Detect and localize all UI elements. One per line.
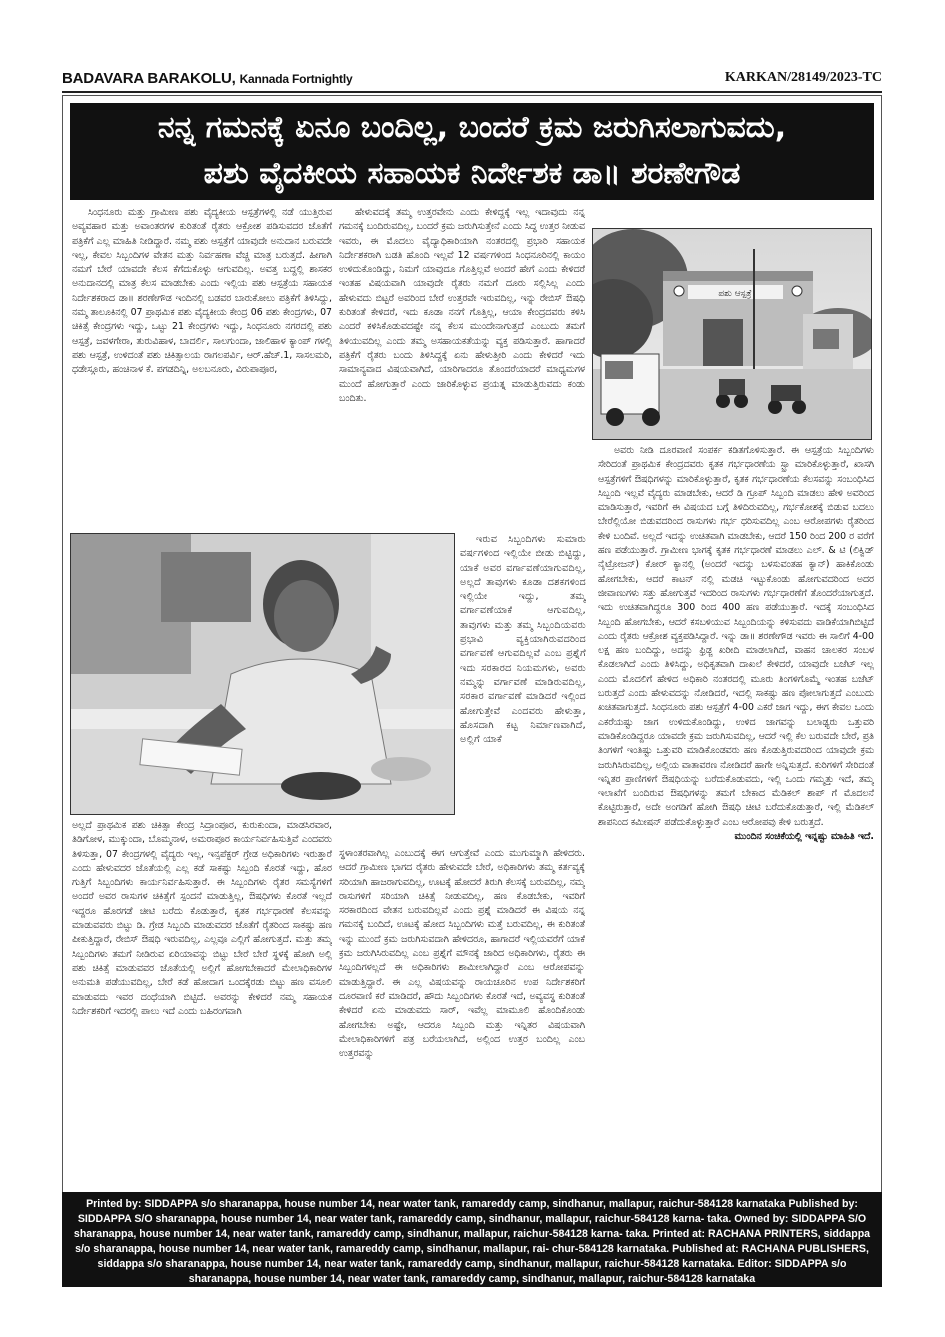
publication-frequency: Kannada Fortnightly	[239, 72, 353, 86]
headline-line-2: ಪಶು ವೈದಕೀಯ ಸಹಾಯಕ ನಿರ್ದೇಶಕ ಡಾ॥ ಶರಣೇಗೌಡ	[203, 156, 741, 191]
masthead-rule	[62, 91, 882, 93]
paragraph: ಸಿಂಧನೂರು ಮತ್ತು ಗ್ರಾಮೀಣ ಪಶು ವೈದ್ಯಕೀಯ ಆಸ್ಪತ್ರೆಗಳಲ್ಲಿ ನಡೆ ಯುತ್ತಿರುವ ಅವ್ಯವಹಾರ ಮತ್ತು ಅವಾಂತರಗಳ ಕುರಿತಂತೆ ರೈತರು ಆಕ್ರೋಶ ಪಡಿಸುವದರ ಜೊತೆಗೆ ಪತ್ರಿಕೆಗೆ ಎಲ್ಲ ಮಾಹಿತಿ ನೀಡಿದ್ದಾರೆ. ನಮ್ಮ ಪಶು ಆಸ್ಪತ್ರೆಗೆ ಯಾವುದೇ ಅನುದಾನ ಬರುವದೇ ಇಲ್ಲ, ಕೇವಲ ಸಿಬ್ಬಂದಿಗಳ ವೇತನ ಮತ್ತು ನಿರ್ವಹಣಾ ವೆಚ್ಚ ಮಾತ್ರ ಬರುತ್ತದೆ. ಹೀಗಾಗಿ ನಮಗೆ ಬೇರೆ ಯಾವದೇ ಕೆಲಸ ಕೆಗೆದುಕೊಳ್ಳು ಆಗುವದಿಲ್ಲ. ಅವತ್ತ ಬದ್ದಲ್ಲಿ ಶಾಸಕರ ಅನುದಾನದಲ್ಲಿ ಮಾತ್ರ ಕೆಲಸ ಮಾಡಬೇಕು ಎಂದು ಇಲ್ಲಿಯ ಪಶು ಆಸ್ಪತ್ರೆಯ ಸಹಾಯಕ ನಿರ್ದೇಶಕರಾದ ಡಾ॥ ಶರಣೇಗೌಡ ಇಂದಿನಲ್ಲಿ ಬಡವರ ಬಾರುಕೋಲು ಪತ್ರಿಕೆಗೆ ತಿಳಿಸಿದ್ದು, ನಮ್ಮ ತಾಲೂಕಿನಲ್ಲಿ 07 ಪ್ರಾಥಮಿಕ ಪಶು ವೈದ್ಯಕೀಯ ಕೇಂದ್ರ 06 ಪಶು ಕೇಂದ್ರಗಳು, 07 ಚಿಕಿತ್ಸೆ ಕೇಂದ್ರಗಳು ಇದ್ದು, ಒಟ್ಟು 21 ಕೇಂದ್ರಗಳು ಇದ್ದು, ಸಿಂಧನೂರು ನಗರದಲ್ಲಿ ಪಶು ಆಸ್ಪತ್ರೆ, ಜವಳಗೇರಾ, ತುರುವಿಹಾಳ, ಬಾದರ್ಲಿ, ಸಾಲಗುಂದಾ, ಜಾಲಿಹಾಳ ಕ್ಯಾಂಪ್ ಗಳಲ್ಲಿ ಪಶು ಆಸ್ಪತ್ರೆ, ಉಳಿದಂತೆ ಪಶು ಚಿಕಿತ್ಸಾಲಯ ರಾಗಲಪರ್ವಿ, ಆರ್.ಹೆಚ್.1, ಸಾಸಲಮರಿ, ಧಡೇಸ್ಗೂರು, ಹಂಚಿನಾಳ ಕೆ. ಪಗಡದಿನ್ನಿ, ಅಲಬನೂರು, ವಿರುಪಾಪೂರ,	[72, 207, 332, 376]
registration-number: KARKAN/28149/2023-TC	[724, 70, 882, 85]
article-column-1-top	[72, 206, 332, 524]
article-column-2-bottom	[339, 847, 585, 1182]
office-illustration	[71, 534, 455, 815]
headline-banner	[70, 103, 874, 200]
article-column-2-mid	[460, 533, 586, 847]
building-sign-text: ಪಶು ಆಸ್ಪತ್ರೆ	[718, 289, 752, 299]
paragraph: ಇರುವ ಸಿಬ್ಬಂದಿಗಳು ಸುಮಾರು ವರ್ಷಗಳಿಂದ ಇಲ್ಲಿಯೇ ಬೀಡು ಬಿಟ್ಟಿದ್ದು, ಯಾಕೆ ಅವರ ವರ್ಗಾವಣೆಯಾಗುವದಿಲ್ಲ, ಅಲ್ಲದೆ ತಾವುಗಳು ಕೂಡಾ ದಶಕಗಳಿಂದ ಇಲ್ಲಿಯೇ ಇದ್ದು, ತಮ್ಮ ವರ್ಗಾವಣೆಯಾಕೆ ಆಗುವದಿಲ್ಲ, ತಾವುಗಳು ಮತ್ತು ತಮ್ಮ ಸಿಬ್ಬಂದಿಯವರು ಪ್ರಭಾವಿ ವ್ಯಕ್ತಿಯಾಗಿರುವದರಿಂದ ವರ್ಗಾವಣೆ ಆಗುವದಿಲ್ಲವೆ ಎಂಬ ಪ್ರಶ್ನೆಗೆ ಇದು ಸರಕಾರದ ನಿಯಮಗಳು, ಅವರು ನಮ್ಮನ್ನು ವರ್ಗಾವಣೆ ಮಾಡಿರುವದಿಲ್ಲ, ಸರಕಾರ ವರ್ಗಾವಣೆ ಮಾಡಿದರೆ ಇಲ್ಲಿಂದ ಹೋಗುತ್ತೇವೆ ಎಂದವರು ಹೇಳುತ್ತಾ, ಹೊಸದಾಗಿ ಕಟ್ಟ ನಿರ್ಮಾಣವಾಗಿದೆ, ಅಲ್ಲಿಗೆ ಯಾಕೆ	[460, 534, 586, 746]
headline-line-1: ನನ್ನ ಗಮನಕ್ಕೆ ಏನೂ ಬಂದಿಲ್ಲ, ಬಂದರೆ ಕ್ರಮ ಜರುಗಿಸಲಾಗುವದು,	[157, 110, 787, 145]
paragraph: ಸ್ಥಳಾಂತರವಾಗಿಲ್ಲ ಎಂಬುದಕ್ಕೆ ಈಗ ಆಗುತ್ತೇವೆ ಎಂದು ಮುಗುಮ್ಮಾಗಿ ಹೇಳಿದರು. ಆದರೆ ಗ್ರಾಮೀಣ ಭಾಗದ ರೈತರು ಹೇಳುವದೇ ಬೇರೆ, ಅಧಿಕಾರಿಗಳು ತಮ್ಮ ಕರ್ತವ್ಯಕ್ಕೆ ಸರಿಯಾಗಿ ಹಾಜರಾಗುವದಿಲ್ಲ, ಊಟಕ್ಕೆ ಹೋದರೆ ತಿರುಗಿ ಕೆಲಸಕ್ಕೆ ಬರುವದಿಲ್ಲ, ನಮ್ಮ ರಾಸುಗಳಿಗೆ ಸರಿಯಾಗಿ ಚಿಕಿತ್ಸೆ ನೀಡುವದಿಲ್ಲ, ಹಣ ಕೊಡಬೇಕು, ಇವರಿಗೆ ಸರಕಾರದಿಂದ ವೇತನ ಬರುವದಿಲ್ಲವೆ ಎಂದು ಪ್ರಶ್ನೆ ಮಾಡಿದರೆ ಈ ವಿಷಯ ನನ್ನ ಗಮನಕ್ಕೆ ಬಂದಿದೆ, ಊಟಕ್ಕೆ ಹೋದ ಸಿಬ್ಬಂದಿಗಳು ಮತ್ತೆ ಬರುವದಿಲ್ಲ, ಈ ಕುರಿತಂತೆ ಇನ್ನು ಮುಂದೆ ಕ್ರಮ ಜರುಗಿಸುವದಾಗಿ ಹೇಳಿದರೂ, ಹಾಗಾದರೆ ಇಲ್ಲಿಯವರೆಗೆ ಯಾಕೆ ಕ್ರಮ ಜರುಗಿಸಿರುವದಿಲ್ಲ ಎಂಬ ಪ್ರಶ್ನೆಗೆ ಮೌನಕ್ಕೆ ಜಾರಿದ ಅಧಿಕಾರಿಗಳು, ರೈತರು ಈ ಸಿಬ್ಬಂದಿಗಳಲ್ಲದೆ ಈ ಅಧಿಕಾರಿಗಳು ಶಾಮೀಲಾಗಿದ್ದಾರೆ ಎಂಬ ಆರೋಪವನ್ನು ಮಾಡುತ್ತಿದ್ದಾರೆ. ಈ ಎಲ್ಲ ವಿಷಯವನ್ನು ರಾಯಚೂರಿನ ಉಪ ನಿರ್ದೇಶಕರಿಗೆ ದೂರವಾಣಿ ಕರೆ ಮಾಡಿದರೆ, ಹೌದು ಸಿಬ್ಬಂದಿಗಳು ಕೊರತೆ ಇದೆ, ಅವ್ಯವಸ್ಥ ಕುರಿತಂತೆ ಕೇಳಿದರೆ ಏನು ಮಾಡುವದು ಸಾರ್, ಇವೆಲ್ಲ ಮಾಮೂಲಿ ಹೊಂದಿಕೊಂಡು ಹೋಗಬೇಕು ಅಷ್ಟೇ, ಆದರೂ ಸಿಬ್ಬಂದಿ ಮತ್ತು ಇನ್ನಿತರ ವಿಷಯವಾಗಿ ಮೇಲಾಧಿಕಾರಿಗಳಿಗೆ ಪತ್ರ ಬರೆಯಲಾಗಿದೆ, ಅಲ್ಲಿಂದ ಉತ್ತರ ಬಂದಿಲ್ಲ ಎಂಬ ಉತ್ತರವನ್ನು	[339, 848, 585, 1060]
official-portrait-photo	[70, 533, 455, 815]
imprint-footer	[62, 1192, 882, 1287]
paragraph: ಅವರು ನೀಡಿ ದೂರವಾಣಿ ಸಂಪರ್ಕ ಕಡಿತಗೊಳಿಸುತ್ತಾರೆ. ಈ ಆಸ್ಪತ್ರೆಯ ಸಿಬ್ಬಂದಿಗಳು ಸೇರಿದಂತೆ ಪ್ರಾಥಮಿಕ ಕೇಂದ್ರದವರು ಕೃತಕ ಗರ್ಭಧಾರಣೆಯ ಸ್ಟ್ರಾ ಮಾರಿಕೊಳ್ಳುತ್ತಾರೆ, ಖಾಸಗಿ ಆಸ್ಪತ್ರೆಗಳಿಗೆ ಔಷಧಿಗಳನ್ನು ಮಾರಿಕೊಳ್ಳುತ್ತಾರೆ, ಕೃತಕ ಗರ್ಭಧಾರಣೆಯ ಕೆಲಸವನ್ನು ಸಂಬಂಧಿಸಿದ ಸಿಬ್ಬಂದಿ ಇಲ್ಲವೆ ವೈದ್ಯರು ಮಾಡಬೇಕು, ಆದರೆ ಡಿ ಗ್ರೂಪ್ ಸಿಬ್ಬಂದಿ ಮಾಡಲು ಹೇಳಿ ಅವರಿಂದ ಮಾಡಿಸುತ್ತಾರೆ, ಇವರಿಗೆ ಈ ವಿಷಯದ ಬಗ್ಗೆ ತಿಳಿದಿರುವದಿಲ್ಲ, ಗರ್ಭಕೋಶಕ್ಕೆ ಬಿಡುವ ಬದಲು ಬೇರೆಲ್ಲಿಯೋ ಬಿಡುವದರಿಂದ ರಾಸುಗಳು ಗರ್ಭ ಧರಿಸುವದಿಲ್ಲ ಎಂಬ ಆರೋಪಗಳು ರೈತರಿಂದ ಕೇಳಿ ಬಂದಿವೆ. ಅಲ್ಲದೆ ಇದನ್ನು ಉಚಿತವಾಗಿ ಮಾಡಬೇಕು, ಆದರೆ 150 ರಿಂದ 200 ರ ವರೆಗೆ ಹಣ ಪಡೆಯುತ್ತಾರೆ. ಗ್ರಾಮೀಣ ಭಾಗಕ್ಕೆ ಕೃತಕ ಗರ್ಭಧಾರಣೆ ಮಾಡಲು ಎಲ್. & ಟಿ (ಲಿಕ್ವಿಡ್ ನೈಟ್ರೋಜನ್) ಕೋರ್ ಕ್ಯಾನಲ್ಲಿ (ಅಂದರೆ ಇದನ್ನು ಬಳಸುವಂತಹ ಕ್ಯಾನ್) ಹಾಕಿಕೊಂಡು ಹೋಗಬೇಕು, ಆದರೆ ಕಾಟನ್ ನಲ್ಲಿ ಮಡಚಿ ಇಟ್ಟುಕೊಂಡು ಹೋಗುವದರಿಂದ ಅದರ ಜೀವಾಣುಗಳು ಸತ್ತು ಹೋಗುತ್ತವೆ ಇದರಿಂದ ರಾಸುಗಳು ಗರ್ಭಧಾರಣೆಗೆ ತೊಂದರೆಯಾಗುತ್ತದೆ. ಇದು ಉಚಿತವಾಗಿದ್ದರೂ 300 ರಿಂದ 400 ಹಣ ಪಡೆಯುತ್ತಾರೆ. ಇದಕ್ಕೆ ಸಂಬಂಧಿಸಿದ ಸಿಬ್ಬಂದಿ ಹೋಗಬೇಕು, ಆದರೆ ಕಸಬಳಿಯುವ ಸಿಬ್ಬಂದಿಯನ್ನು ಕಳಿಸುವದು ವಾಡಿಕೆಯಾಗಿಬಿಟ್ಟಿದೆ ಎಂದು ರೈತರು ಆಕ್ರೋಶ ವ್ಯಕ್ತಪಡಿಸಿದ್ದಾರೆ. ಇನ್ನು ಡಾ॥ ಶರಣೇಗೌಡ ಇವರು ಈ ಸಾಲಿಗೆ 4-00 ಲಕ್ಷ ಹಣ ಬಂದಿದ್ದು, ಅದನ್ನು ಫ್ರಿಡ್ಜ ಖರೀದಿ ಮಾಡಲಾಗಿದೆ, ವಾಹನ ಚಾಲಕರ ಸಂಬಳ ಕೊಡಲಾಗಿದೆ ಎಂದು ತಿಳಿಸಿದ್ದು, ಅಧಿಕೃತವಾಗಿ ದಾಖಲೆ ಕೇಳಿದರೆ, ಯಾವುದೇ ಬಜೆಟ್ ಇಲ್ಲ ಎಂದು ಮೊದಲಿಗೆ ಹೇಳಿದ ಅಧಿಕಾರಿ ನಂತರದಲ್ಲಿ ಮೂರು ತಿಂಗಳಿಗೊಮ್ಮೆ ಇಂತಹ ಬಜೆಟ್ ಬರುತ್ತದೆ ಎಂದು ಹೇಳುವದನ್ನು ನೋಡಿದರೆ, ಇದಲ್ಲಿ ಸಾಕಷ್ಟು ಹಣ ಪೋಲಾಗುತ್ತದೆ ಎಂಬುದು ಖಚಿತವಾಗುತ್ತದೆ. ಸಿಂಧನೂರು ಪಶು ಆಸ್ಪತ್ರೆಗೆ 4-00 ಎಕರೆ ಜಾಗ ಇದ್ದು, ಈಗ ಕೇವಲ ಒಂದು ಎಕರೆಯಷ್ಟು ಜಾಗ ಉಳಿದುಕೊಂಡಿದ್ದು, ಉಳಿದ ಜಾಗವನ್ನು ಬಲಾಢ್ಯರು ಒತ್ತುವರಿ ಮಾಡಿಕೊಂಡಿದ್ದರೂ ಯಾವದೇ ಕ್ರಮ ಜರುಗಿಸುವದಿಲ್ಲ, ಆದರೆ ಇಲ್ಲಿ ಕೆಲ ಬರುವದೇ ಬೇರೆ, ಪ್ರತಿ ತಿಂಗಳಿಗೆ ಇಂತಿಷ್ಟು ಒತ್ತುವರಿ ಮಾಡಿಕೊಂಡವರು ಹಣ ಕೊಡುತ್ತಿರುವದರಿಂದ ಯಾವುದೇ ಕ್ರಮ ಜರುಗಿಸಿರುವದಿಲ್ಲ, ಅಲ್ಲಿಯ ವಾತಾವರಣ ನೋಡಿದರೆ ಹಾಗೇ ಅನ್ನಿಸುತ್ತದೆ. ಕುರಿಗಳಿಗೆ ಸೇರಿದಂತೆ ಇನ್ನಿತರ ಪ್ರಾಣಿಗಳಿಗೆ ಔಷಧಿಯನ್ನು ಬರೆದುಕೊಡುವದು, ಇಲ್ಲಿ ಒಂದು ಗಮ್ಮತ್ತು ಇದೆ, ತಮ್ಮ ಇಲಾಖೆಗೆ ಬಂದಿರುವ ಔಷಧಿಗಳನ್ನು ತಮಗೆ ಬೇಕಾದ ಮೆಡಿಕಲ್ ಶಾಪ್ ಗೆ ಮೊದಲನೆ ಕೊಟ್ಟಿರುತ್ತಾರೆ, ಅದೇ ಅಂಗಡಿಗೆ ಹೋಗಿ ಔಷಧಿ ಚೀಟಿ ಬರೆದುಕೊಡುತ್ತಾರೆ, ಇಲ್ಲಿ ಮೆಡಿಕಲ್ ಶಾಪನಿಂದ ಕಮೀಷನ್ ಪಡೆದುಕೊಳ್ಳುತ್ತಾರೆ ಎಂಬ ಆರೋಪವು ಕೇಳಿ ಬರುತ್ತದೆ.	[598, 445, 874, 828]
article-column-3	[598, 444, 874, 1180]
article-column-1-bottom	[72, 819, 332, 1182]
imprint-text: Printed by: SIDDAPPA s/o sharanappa, house number 14, near water tank, ramareddy camp, sindhanur, mallapur, raichur-584128 karnataka Published by: SIDDAPPA S/O sharanappa, house number 14, near water tank, ramareddy camp, sindhanur, mallapur, raichur-584128 karna- taka. Owned by: SIDDAPPA S/O sharanappa, house number 14, near water tank, ramareddy camp, sindhanur, mallapur, raichur-584128 karna- taka. Printed at: RACHANA PRINTERS, siddappa s/o sharanappa, house number 14, near water tank, ramareddy camp, sindhanur, mallapur, rai- chur-584128 karnataka. Published at: RACHANA PUBLISHERS, siddappa s/o sharanappa, house number 14, near water tank, ramareddy camp, sindhanur, mallapur, raichur-584128 karnataka. Editor: SIDDAPPA s/o sharanappa, house number 14, near water tank, ramareddy camp, sindhanur, mallapur, raichur-584128 karnataka	[73, 1198, 871, 1285]
continued-note: ಮುಂದಿನ ಸಂಚಿಕೆಯಲ್ಲಿ ಇನ್ನಷ್ಟು ಮಾಹಿತಿ ಇದೆ.	[734, 831, 874, 843]
article-column-2-top	[339, 206, 585, 524]
building-illustration	[593, 229, 872, 440]
paragraph: ಅಲ್ಲದೆ ಪ್ರಾಥಮಿಕ ಪಶು ಚಿಕಿತ್ಸಾ ಕೇಂದ್ರ ಸಿದ್ರಾಂಪೂರ, ಕುರುಕುಂದಾ, ಮಾಡಸಿರವಾರ, ತಿಡಿಗೋಳ, ಮುಕ್ಕುಂದಾ, ಬೊಮ್ಮನಾಳ, ಅಮರಾಪೂರ ಕಾರ್ಯನಿರ್ವಹಿಸುತ್ತಿವೆ ಎಂದವರು ತಿಳಿಸುತ್ತಾ, 07 ಕೇಂದ್ರಗಳಲ್ಲಿ ವೈದ್ಯರು ಇಲ್ಲ, ಇನ್ಸಪೆಕ್ಟರ್ ಗ್ರೇಡ ಅಧಿಕಾರಿಗಳು ಇರುತ್ತಾರೆ ಎಂದು ಹೇಳುವದರ ಜೊತೆಯಲ್ಲಿ ಎಲ್ಲ ಕಡೆ ಸಾಕಷ್ಟು ಸಿಬ್ಬಂದಿ ಕೊರತೆ ಇದ್ದು, ಹೊರ ಗುತ್ತಿಗೆ ಸಿಬ್ಬಂದಿಗಳು ಕಾರ್ಯನಿರ್ವಹಿಸುತ್ತಾರೆ. ಈ ಸಿಬ್ಬಂದಿಗಳು ರೈತರ ಸಮಸ್ಯೆಗಳಿಗೆ ಅಂದರೆ ಅವರ ರಾಸುಗಳ ಚಿಕಿತ್ಸೆಗೆ ಸ್ಪಂದನೆ ಮಾಡುತ್ತಿಲ್ಲ, ಔಷಧಿಗಳು ಕೊರತೆ ಇಲ್ಲದೆ ಇದ್ದರೂ ಹೊರಗಡೆ ಚೀಟಿ ಬರೆದು ಕೊಡುತ್ತಾರೆ, ಕೃತಕ ಗರ್ಭಧಾರಣೆ ಕೆಲಸವನ್ನು ಮಾಡುವವರು ಬಿಟ್ಟು ಡಿ. ಗ್ರೇಡ ಸಿಬ್ಬಂದಿ ಮಾಡುವದರ ಜೊತೆಗೆ ರೈತರಿಂದ ಸಾಕಷ್ಟು ಹಣ ಪೀಕುತ್ತಿದ್ದಾರೆ, ರೇಬಿಸ್ ಔಷಧಿ ಇರುವದಿಲ್ಲ, ಎಲ್ಲವೂ ಎಲ್ಲಿಗೆ ಹೋಗುತ್ತದೆ. ಮತ್ತು ತಮ್ಮ ಸಿಬ್ಬಂದಿಗಳು ತಮಗೆ ನೀಡಿರುವ ಏರಿಯಾವನ್ನು ಬಿಟ್ಟು ಬೇರೆ ಬೇರೆ ಸ್ಥಳಕ್ಕೆ ಹೋಗಿ ಅಲ್ಲಿ ಪಶು ಚಿಕಿತ್ಸೆ ಮಾಡುವವರ ಜೊತೆಯಲ್ಲಿ ಅಲ್ಲಿಗೆ ಹೋಗಬೇಕಾದರೆ ಮೇಲಾಧಿಕಾರಿಗಳ ಅನುಮತಿ ಪಡೆಯುವದಿಲ್ಲ, ಬೇರೆ ಕಡೆ ಹೋದಾಗ ಒಂದಕ್ಕೆರಡು ಬಿಟ್ಟು ಹಣ ವಸೂಲಿ ಮಾಡುವದು ಇವರ ದಂಧೆಯಾಗಿ ಬಿಟ್ಟಿದೆ. ಅವರನ್ನು ಕೇಳಿದರೆ ನಮ್ಮ ಸಹಾಯಕ ನಿರ್ದೇಶಕರಿಗೆ ಇದರಲ್ಲಿ ಪಾಲು ಇದೆ ಎಂದು ಬಹಿರಂಗವಾಗಿ	[72, 820, 332, 1017]
hospital-building-photo	[592, 228, 872, 440]
publication-name: BADAVARA BARAKOLU,	[62, 70, 236, 87]
masthead	[62, 66, 882, 90]
paragraph: ಹೇಳುವದಕ್ಕೆ ತಮ್ಮ ಉತ್ತರವೇನು ಎಂದು ಕೇಳಿದ್ದಕ್ಕೆ ಇಲ್ಲ ಇದಾವುದು ನನ್ನ ಗಮನಕ್ಕೆ ಬಂದಿರುವದಿಲ್ಲ, ಬಂದರೆ ಕ್ರಮ ಜರುಗಿಸುತ್ತೇನೆ ಎಂದು ಸಿದ್ಧ ಉತ್ತರ ನೀಡುವ ಇವರು, ಈ ಮೊದಲು ವೈದ್ಯಾಧಿಕಾರಿಯಾಗಿ ನಂತರದಲ್ಲಿ ಪ್ರಭಾರಿ ಸಹಾಯಕ ನಿರ್ದೇಶಕರಾಗಿ ಬಡತಿ ಹೊಂದಿ ಇಲ್ಲವೆ 12 ವರ್ಷಗಳಿಂದ ಸಿಂಧನೂರಿನಲ್ಲಿ ಕಾಯಂ ಉಳಿದುಕೊಂಡಿದ್ದು, ನಿಮಗೆ ಯಾವುದೂ ಗೊತ್ತಿಲ್ಲವೆ ಅಂದರೆ ಹೇಗೆ ಎಂದು ಕೇಳಿದರೆ ಇಂತಹ ವಿಷಯವಾಗಿ ಯಾವುದೇ ರೈತರು ನಮಗೆ ದೂರು ಸಲ್ಲಿಸಿಲ್ಲ ಎಂದು ಹೇಳುವದು ಬಿಟ್ಟರೆ ಅವರಿಂದ ಬೇರೆ ಉತ್ತರವೇ ಇರುವದಿಲ್ಲ, ಇನ್ನು ರೇಬಿಸ್ ಔಷಧಿ ಕುರಿತಂತೆ ಕೇಳಿದರೆ, ಇದು ಕೂಡಾ ನನಗೆ ಗೊತ್ತಿಲ್ಲ, ಆಯಾ ಕೇಂದ್ರದವರು ಕಳಿಸಿ ಎಂದರೆ ಕಳಿಸಿಕೊಡುವದಷ್ಟೇ ನನ್ನ ಕೆಲಸ ಮುಂದೇನಾಗುತ್ತದೆ ಎಂಬುದು ತಮಗೆ ತಿಳಿಯುವದಿಲ್ಲ ಎಂದು ತಮ್ಮ ಅಸಹಾಯಕತೆಯನ್ನು ವ್ಯಕ್ತ ಪಡಿಸುತ್ತಾರೆ. ಹಾಗಾದರೆ ಪತ್ರಿಕೆಗೆ ರೈತರು ಬಂದು ತಿಳಿಸಿದ್ದಕ್ಕೆ ಏನು ಹೇಳುತ್ತೀರಿ ಎಂದು ಕೇಳಿದರೆ ಇದು ಸಾಮಾನ್ಯವಾದ ವಿಷಯವಾಗಿದೆ, ಯಾರಿಗಾದರೂ ತೊಂದರೆಯಾದರೆ ಮಾಧ್ಯಮಗಳ ಮುಂದೆ ಹೋಗುತ್ತಾರೆ ಎಂದು ಜಾರಿಕೊಳ್ಳುವ ಪ್ರಯತ್ನ ಮಾಡುತ್ತಿರುವದು ಕಂಡು ಬಂದಿತು.	[339, 207, 585, 404]
publication-name-block	[62, 70, 352, 87]
